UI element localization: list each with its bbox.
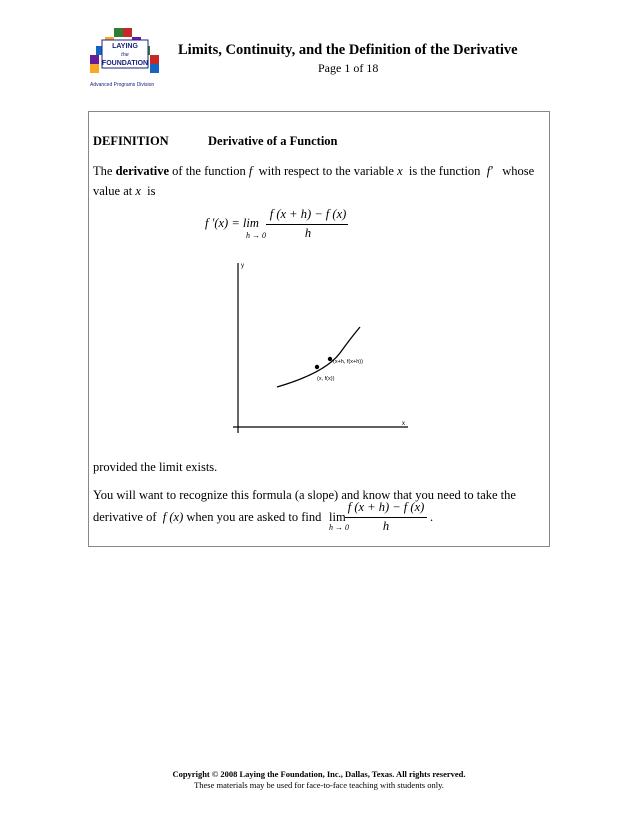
formula2-numerator: [345, 500, 427, 515]
fprime-var: f′: [486, 164, 493, 178]
copyright-notice: Copyright © 2008 Laying the Foundation, Inc., Dallas, Texas. All rights reserved.: [172, 769, 466, 779]
value-at: value at: [93, 184, 133, 198]
formula2-denominator: [345, 519, 427, 534]
logo-line3: FOUNDATION: [101, 60, 149, 67]
formula-denominator-text: h: [304, 226, 312, 240]
recognize-fx: f (x): [162, 510, 184, 524]
recognize-start: derivative of: [93, 510, 157, 524]
intro-rest: of the function: [169, 164, 246, 178]
is-word: is: [147, 184, 156, 198]
whose: whose: [502, 164, 535, 178]
formula-limit-sub: [246, 231, 266, 240]
definition-intro-line2: [93, 184, 156, 199]
formula2-lim: lim: [329, 510, 346, 524]
formula2-limit-sub-text: h → 0: [329, 523, 349, 532]
formula2-period: .: [430, 510, 434, 524]
logo-line2: the: [121, 52, 129, 58]
formula-numerator: [268, 207, 348, 222]
with-respect: with respect to the variable: [258, 164, 394, 178]
formula2-fraction-bar: [345, 517, 427, 518]
point-x-label: (x, f(x)): [317, 376, 335, 382]
formula2-denominator-text: h: [382, 519, 390, 533]
x-axis-label: x: [402, 421, 405, 427]
formula-numerator-text: f (x + h) − f (x): [269, 207, 347, 221]
page-number: Page 1 of 18: [318, 61, 379, 75]
x-var: x: [397, 164, 403, 178]
formula-lhs-text: f ′(x) = lim: [205, 216, 259, 230]
recognize-mid: when you are asked to find: [186, 510, 322, 524]
x-var-2: x: [135, 184, 141, 198]
recognize-line1: You will want to recognize this formula (a slope) and know that you need to take the: [93, 488, 516, 502]
intro-bold: derivative: [115, 164, 170, 178]
usage-notice: These materials may be used for face-to-face teaching with students only.: [194, 780, 444, 790]
formula-denominator: [268, 226, 348, 241]
recognize-line2: [93, 510, 321, 525]
secant-graph: [225, 255, 415, 440]
formula2-numerator-text: f (x + h) − f (x): [347, 500, 425, 514]
document-title: Limits, Continuity, and the Definition of the Derivative: [178, 42, 518, 58]
definition-heading: Derivative of a Function: [208, 134, 338, 148]
point-x-plus-h-label: (x+h, f(x+h)): [333, 359, 363, 365]
point-x-plus-h: [328, 357, 332, 361]
intro-start: The: [93, 164, 116, 178]
formula-fraction-bar: [266, 224, 348, 225]
logo-graphic: [88, 26, 168, 94]
is-function: is the function: [408, 164, 481, 178]
y-axis-label: y: [241, 263, 244, 269]
formula-lhs: [205, 216, 259, 231]
definition-label: DEFINITION: [93, 134, 169, 148]
provided-text: provided the limit exists.: [93, 460, 218, 474]
f-var: f: [248, 164, 253, 178]
formula-limit-sub-text: h → 0: [246, 231, 266, 240]
logo-line1: LAYING: [112, 43, 138, 50]
logo-subtitle: Advanced Programs Division: [90, 82, 155, 88]
definition-intro-line1: [93, 164, 534, 179]
laying-the-foundation-logo: [88, 26, 168, 94]
point-x: [315, 365, 319, 369]
